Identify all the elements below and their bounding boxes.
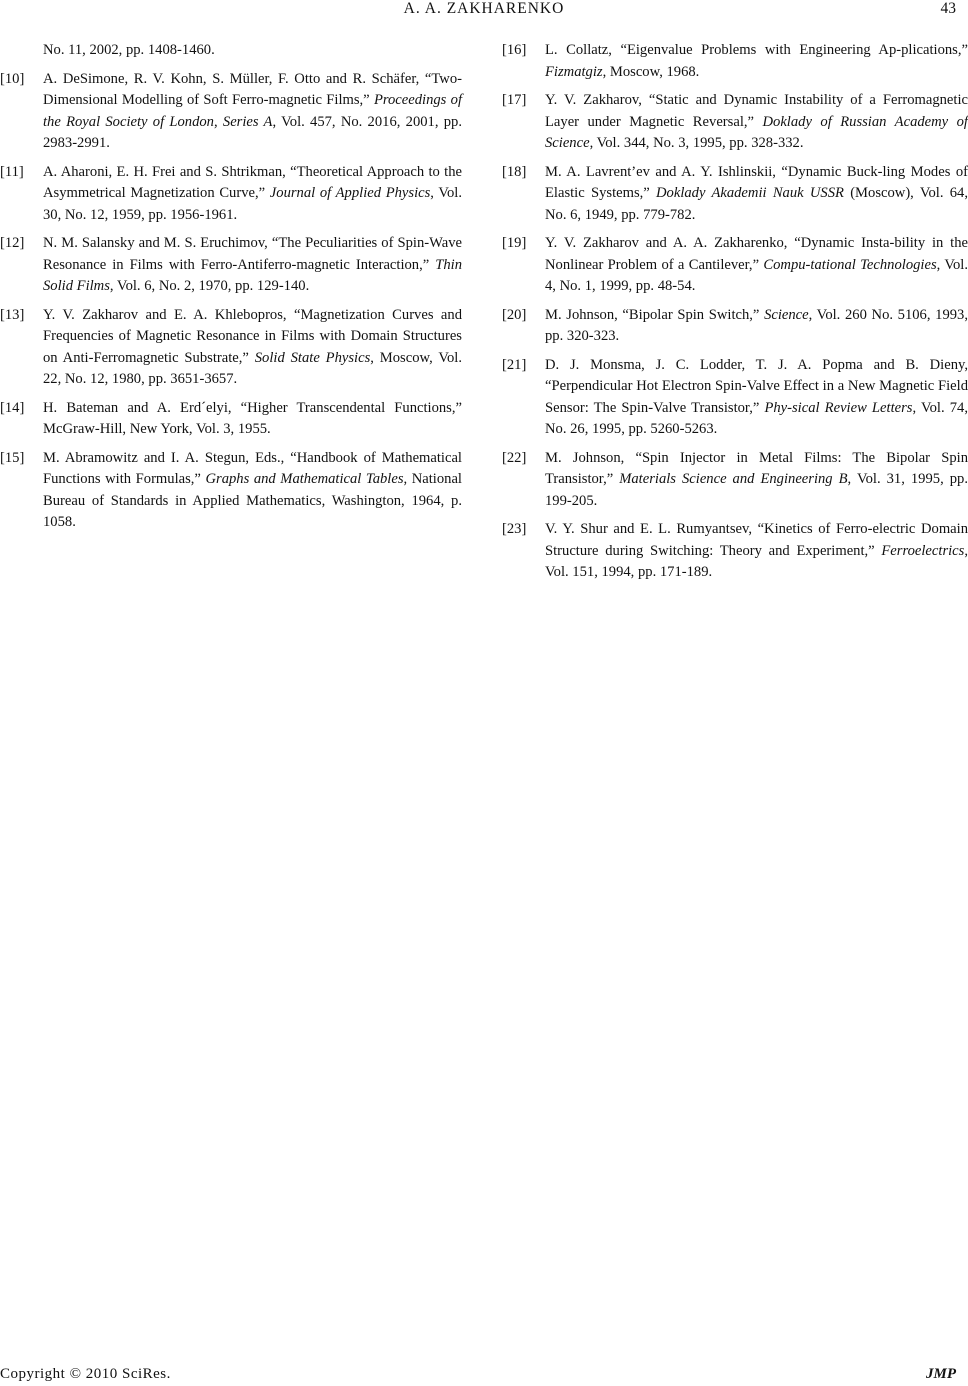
- reference-text-segment: , Vol. 344, No. 3, 1995, pp. 328-332.: [589, 135, 804, 151]
- reference-item: [0, 162, 462, 227]
- reference-item: [0, 305, 462, 391]
- reference-text: [43, 305, 462, 391]
- reference-source-italic: Compu-tational Technologies: [763, 256, 937, 273]
- reference-item: [0, 233, 462, 298]
- page-number: 43: [940, 0, 956, 17]
- reference-text: [43, 233, 462, 298]
- reference-item: [502, 90, 968, 155]
- reference-number: [11]: [0, 163, 24, 180]
- reference-number: [14]: [0, 399, 25, 416]
- reference-source-italic: Doklady Akademii Nauk USSR: [656, 185, 844, 201]
- right-column: [502, 40, 968, 591]
- reference-item: [502, 162, 968, 227]
- reference-source-italic: Science: [764, 306, 809, 323]
- reference-number: [22]: [502, 449, 527, 466]
- reference-continuation: No. 11, 2002, pp. 1408-1460.: [43, 42, 215, 58]
- reference-text: [545, 355, 968, 441]
- reference-number: [10]: [0, 70, 25, 87]
- reference-text-segment: D. J. Monsma, J. C. Lodder, T. J. A. Popma and B. Dieny, “Perpendicular Hot Electron Spin-Valve Effect in a New Magnetic Field Sensor: The Spin-Valve Transistor,”: [545, 356, 968, 416]
- reference-text-segment: , Vol. 260 No. 5106, 1993, pp. 320-323.: [545, 306, 968, 344]
- reference-number: [13]: [0, 306, 25, 323]
- reference-source-italic: Graphs and Mathematical Tables: [205, 471, 404, 487]
- reference-text: [545, 162, 968, 227]
- reference-number: [21]: [502, 356, 527, 373]
- reference-item: [0, 69, 462, 155]
- reference-text-segment: , Vol. 151, 1994, pp. 171-189.: [545, 542, 968, 580]
- reference-text-segment: H. Bateman and A. Erd´elyi, “Higher Transcendental Functions,” McGraw-Hill, New York, Vol. 3, 1955.: [43, 399, 462, 437]
- reference-source-italic: Materials Science and Engineering B: [619, 471, 848, 487]
- reference-text-segment: A. Aharoni, E. H. Frei and S. Shtrikman, “Theoretical Approach to the Asymmetrical Magnetization Curve,”: [43, 163, 462, 201]
- reference-item: [502, 305, 968, 348]
- reference-text-segment: M. A. Lavrent’ev and A. Y. Ishlinskii, “Dynamic Buck-ling Modes of Elastic Systems,”: [545, 163, 968, 201]
- reference-text-segment: , Vol. 6, No. 2, 1970, pp. 129-140.: [109, 278, 310, 294]
- reference-number: [23]: [502, 521, 527, 537]
- reference-list-right: [502, 40, 968, 584]
- reference-text: [43, 162, 462, 227]
- reference-text: [545, 519, 968, 584]
- reference-text-segment: A. DeSimone, R. V. Kohn, S. Müller, F. Otto and R. Schäfer, “Two-Dimensional Modelling of Soft Ferro-magnetic Films,”: [43, 70, 462, 108]
- reference-text-segment: M. Abramowitz and I. A. Stegun, Eds., “Handbook of Mathematical Functions with Formulas,”: [43, 449, 462, 487]
- left-column: [0, 40, 462, 541]
- reference-source-italic: Phy-sical Review Letters: [764, 399, 913, 416]
- reference-source-italic: Doklady of Russian Academy of Science: [545, 113, 968, 151]
- reference-number: [18]: [502, 163, 527, 180]
- reference-text-segment: , Vol. 74, No. 26, 1995, pp. 5260-5263.: [545, 399, 968, 437]
- reference-text-segment: Y. V. Zakharov and E. A. Khlebopros, “Magnetization Curves and Frequencies of Magnetic Resonance in Films with Domain Structures on Anti-Ferromagnetic Substrate,”: [43, 306, 462, 366]
- reference-item: [502, 40, 968, 83]
- reference-text-segment: , Vol. 4, No. 1, 1999, pp. 48-54.: [545, 256, 968, 294]
- reference-list-left: [0, 69, 462, 534]
- running-header-author: A. A. ZAKHARENKO: [403, 0, 565, 17]
- reference-text-segment: V. Y. Shur and E. L. Rumyantsev, “Kinetics of Ferro-electric Domain Structure during Switching: Theory and Experiment,”: [545, 521, 968, 559]
- reference-number: [15]: [0, 449, 25, 466]
- reference-text: [43, 69, 462, 155]
- reference-text-segment: , Moscow, Vol. 22, No. 12, 1980, pp. 3651-3657.: [43, 349, 462, 387]
- reference-item: [502, 233, 968, 298]
- reference-source-italic: Ferroelectrics: [881, 542, 965, 559]
- reference-text-segment: (Moscow), Vol. 64, No. 6, 1949, pp. 779-782.: [545, 185, 968, 223]
- reference-source-italic: Fizmatgiz: [545, 63, 603, 80]
- reference-text-segment: Y. V. Zakharov and A. A. Zakharenko, “Dynamic Insta-bility in the Nonlinear Problem of a Cantilever,”: [545, 235, 968, 273]
- reference-text-segment: N. M. Salansky and M. S. Eruchimov, “The Peculiarities of Spin-Wave Resonance in Films with Ferro-Antiferro-magnetic Interaction,”: [43, 235, 462, 273]
- reference-item: [0, 448, 462, 534]
- reference-text-segment: ,: [213, 113, 223, 130]
- reference-text: [545, 305, 968, 348]
- reference-number: [12]: [0, 235, 25, 251]
- reference-text-segment: , National Bureau of Standards in Applied Mathematics, Washington, 1964, p. 1058.: [43, 471, 462, 530]
- reference-source-italic: Journal of Applied Physics: [269, 185, 431, 201]
- reference-source-italic: Thin Solid Films: [43, 256, 462, 294]
- reference-item: [0, 398, 462, 441]
- reference-number: [19]: [502, 235, 527, 251]
- reference-text: [43, 398, 462, 441]
- reference-text: [545, 90, 968, 155]
- reference-number: [20]: [502, 306, 527, 323]
- reference-number: [16]: [502, 42, 527, 58]
- reference-text: [43, 448, 462, 534]
- reference-text-segment: , Vol. 30, No. 12, 1959, pp. 1956-1961.: [43, 185, 462, 223]
- footer-journal-abbrev: JMP: [926, 1366, 956, 1382]
- reference-text: [545, 448, 968, 513]
- reference-text-segment: Y. V. Zakharov, “Static and Dynamic Instability of a Ferromagnetic Layer under Magnetic Reversal,”: [545, 92, 968, 130]
- reference-text: [545, 40, 968, 83]
- reference-text-segment: M. Johnson, “Bipolar Spin Switch,”: [545, 306, 765, 323]
- reference-source-italic: Series A: [222, 113, 273, 130]
- reference-number: [17]: [502, 92, 527, 108]
- reference-text-segment: M. Johnson, “Spin Injector in Metal Films: The Bipolar Spin Transistor,”: [545, 449, 968, 487]
- footer-copyright: Copyright © 2010 SciRes.: [0, 1366, 171, 1382]
- reference-text: [545, 233, 968, 298]
- reference-source-italic: Proceedings of the Royal Society of London: [43, 92, 462, 130]
- reference-item: [502, 448, 968, 513]
- reference-text-segment: , Vol. 457, No. 2016, 2001, pp. 2983-2991.: [43, 113, 462, 151]
- reference-text-segment: , Vol. 31, 1995, pp. 199-205.: [545, 471, 968, 509]
- reference-text-segment: L. Collatz, “Eigenvalue Problems with Engineering Ap-plications,”: [545, 42, 968, 58]
- reference-item: [502, 355, 968, 441]
- reference-source-italic: Solid State Physics: [254, 349, 371, 366]
- reference-item: [502, 519, 968, 584]
- reference-text-segment: , Moscow, 1968.: [602, 63, 700, 80]
